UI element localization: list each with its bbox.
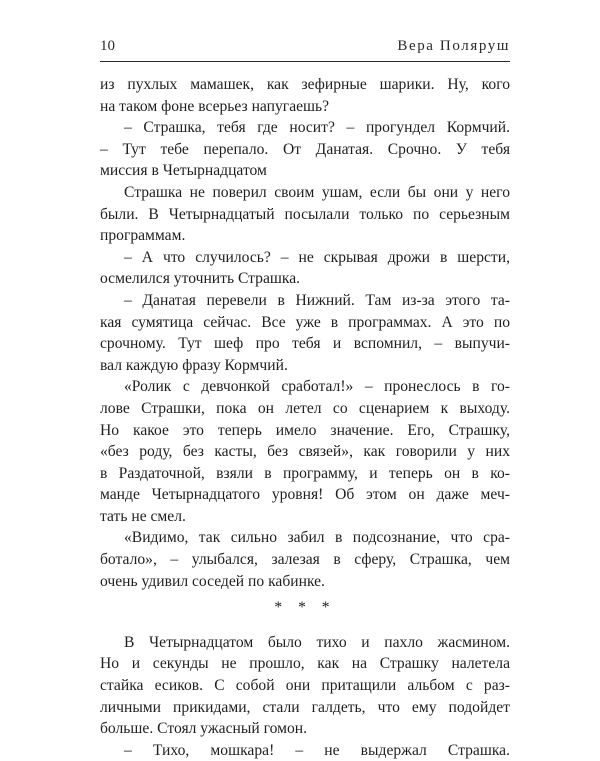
text-line: миссия в Четырнадцатом (100, 162, 267, 180)
header-rule (100, 61, 510, 62)
text-line: тать не смел. (100, 507, 186, 525)
text-line: очень удивил соседей по кабинке. (100, 572, 325, 590)
text-line: личными прикидами, стали галдеть, что ему подойдет (100, 698, 510, 716)
text-line: больше. Стоял ужасный гомон. (100, 720, 307, 738)
text-line: – А что случилось? – не скрывая дрожи в шерсти, (124, 248, 510, 266)
text-line: – Тихо, мошкара! – не выдержал Страшка. (124, 741, 510, 759)
text-line: Но какое это теперь имело значение. Его, Страшку, (100, 421, 510, 439)
running-head-author: Вера Поляруш (397, 38, 510, 54)
text-line: «без роду, без касты, без связей», как говорили у них (100, 443, 510, 461)
text-line: кая сумятица сейчас. Все уже в программах. А это по (100, 313, 510, 331)
text-line: – Страшка, тебя где носит? – прогундел Кормчий. (124, 119, 510, 137)
text-line: манде Четырнадцатого уровня! Об этом он даже меч- (100, 486, 510, 504)
text-line: Страшка не поверил своим ушам, если бы они у него (124, 183, 510, 201)
text-line: из пухлых мамашек, как зефирные шарики. Ну, кого (100, 76, 510, 93)
text-line: осмелился уточнить Страшка. (100, 270, 301, 288)
text-line: в Раздаточной, взяли в программу, и теперь он в ко- (100, 464, 510, 482)
text-line: стайка есиков. С собой они притащили альбом с раз- (100, 677, 510, 695)
text-line: были. В Четырнадцатый посылали только по серьезным (100, 205, 510, 223)
text-line: лове Страшки, пока он летел со сценарием к выходу. (100, 399, 510, 417)
text-line: «Ролик с девчонкой сработал!» – пронеслось в го- (124, 378, 510, 396)
text-line: вал каждую фразу Кормчий. (100, 356, 288, 374)
page-number: 10 (100, 38, 115, 54)
text-line: Но и секунды не прошло, как на Страшку налетела (100, 655, 510, 673)
text-line: срочному. Тут шеф про тебя и вспомнил, – выпучи- (100, 335, 510, 353)
text-line: – Тут тебе перепало. От Данатая. Срочно. У тебя (100, 140, 510, 158)
text-line: В Четырнадцатом было тихо и пахло жасмином. (124, 633, 510, 651)
text-line: программам. (100, 227, 186, 245)
section-separator: * * * (274, 599, 336, 617)
text-line: ботало», – улыбался, залезая в сферу, Страшка, чем (100, 551, 510, 569)
body-text (100, 74, 510, 761)
text-line: на таком фоне всерьез напугаешь? (100, 97, 330, 115)
text-line: – Данатая перевели в Нижний. Там из-за этого та- (124, 291, 510, 309)
page-header (100, 38, 510, 60)
text-line: «Видимо, так сильно забил в подсознание, что сра- (124, 529, 510, 547)
